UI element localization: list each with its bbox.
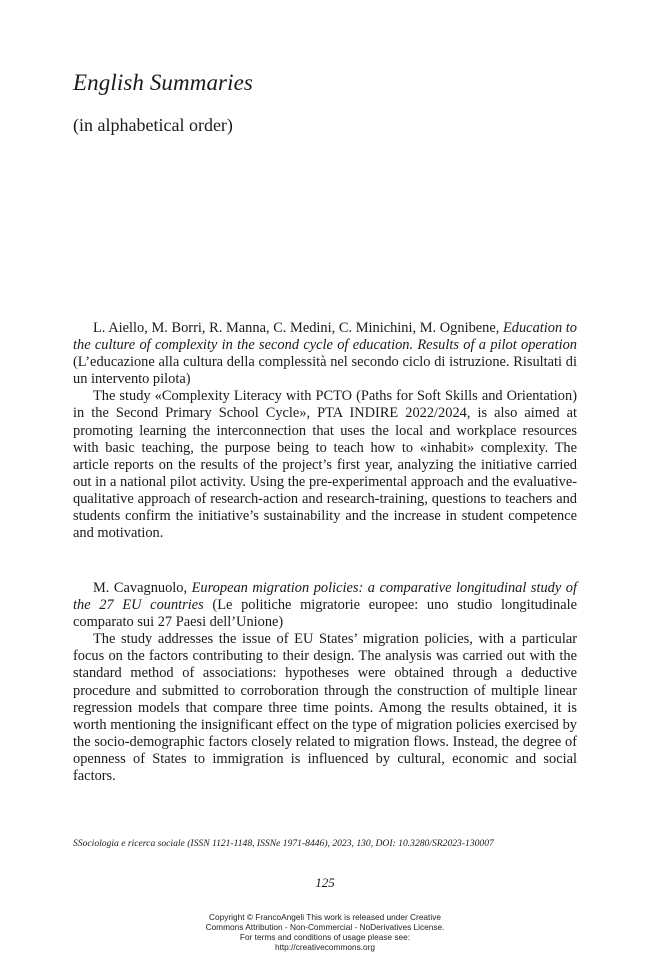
entry-title-italian: (L’educazione alla cultura della complessità nel secondo ciclo di istruzione. Risultati di un intervento pilota) — [73, 354, 577, 388]
entry-authors: L. Aiello, M. Borri, R. Manna, C. Medini, C. Minichini, M. Ognibene, — [93, 320, 503, 336]
entry-citation — [73, 580, 577, 631]
copyright-line: Copyright © FrancoAngeli This work is released under Creative — [209, 912, 441, 922]
journal-citation: SSociologia e ricerca sociale (ISSN 1121-1148, ISSNe 1971-8446), 2023, 130, DOI: 10.3280/SR2023-130007 — [73, 838, 494, 849]
page-title: English Summaries — [73, 70, 253, 95]
page-number: 125 — [315, 875, 335, 890]
copyright-line: Commons Attribution - Non-Commercial - NoDerivatives License. — [205, 921, 445, 932]
entry-citation — [73, 320, 577, 388]
summary-entry-aiello — [73, 320, 577, 542]
page-subtitle: (in alphabetical order) — [73, 115, 233, 135]
entry-title-english: Education to the culture of complexity in the second cycle of education. Results of a pilot operation — [73, 320, 577, 354]
entry-summary: The study «Complexity Literacy with PCTO (Paths for Soft Skills and Orientation) in the Second Primary School Cycle», PTA INDIRE 2022/2024, is also aimed at promoting learning the interconnection that uses the local and workplace resources with basic teaching, the purpose being to teach how to «inhabit» complexity. The article reports on the results of the project’s first year, analyzing the initiative carried out in a national pilot activity. Using the pre-experimental approach and the evaluative-qualitative approach of research-action and research-training, questions to teachers and students confirm the initiative’s sustainability and the increase in student competence and motivation. — [73, 388, 577, 542]
summary-entry-cavagnuolo — [73, 580, 577, 785]
entry-summary: The study addresses the issue of EU States’ migration policies, with a particular focus on the factors contributing to their design. The analysis was carried out with the standard method of associations: hypotheses were obtained through a deductive procedure and submitted to corroboration through the construction of multiple linear regression models that compare three time points. Among the results obtained, it is worth mentioning the insignificant effect on the type of migration policies exercised by the socio-demographic factors closely related to migration flows. Instead, the degree of openness of States to immigration is influenced by cultural, economic and social factors. — [73, 631, 577, 785]
entry-authors: M. Cavagnuolo, — [93, 580, 192, 596]
copyright-link[interactable]: http://creativecommons.org — [274, 941, 376, 952]
copyright-notice — [0, 913, 650, 953]
entry-title-italian: (Le politiche migratorie europee: uno studio longitudinale comparato sui 27 Paesi dell’Unione) — [73, 597, 577, 631]
copyright-line: For terms and conditions of usage please see: — [239, 931, 411, 942]
entry-title-english: European migration policies: a comparative longitudinal study of the 27 EU countries — [73, 580, 578, 614]
